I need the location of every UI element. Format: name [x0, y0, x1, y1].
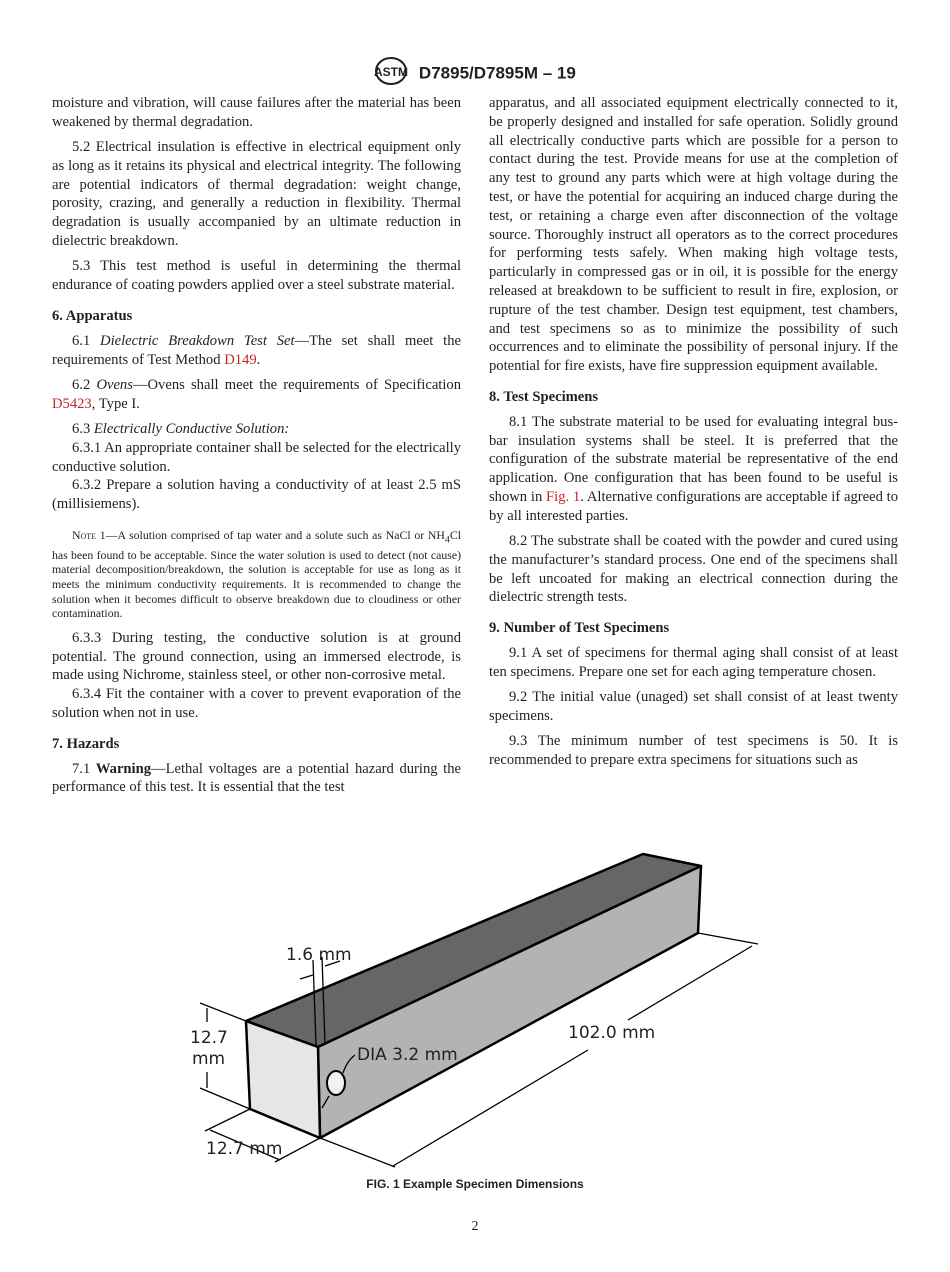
- warning-label: Warning: [95, 760, 152, 777]
- paragraph-6-3: [52, 420, 461, 439]
- paragraph-6-3-3: 6.3.3 During testing, the conductive solution is at ground potential. The ground connection, using an immersed electrode, is made using Nichrome, stainless steel, or other non-corrosive metal.: [52, 629, 461, 684]
- paragraph-6-3-4: 6.3.4 Fit the container with a cover to prevent evaporation of the solution when not in use.: [52, 686, 461, 722]
- clause-number: 7.1: [72, 760, 96, 777]
- note-text: —A solution comprised of tap water and a solute such as NaCl or NH: [105, 527, 445, 542]
- specimen-figure: [0, 840, 950, 1170]
- height-unit-label: mm: [192, 1049, 226, 1069]
- section-heading-test-specimens: 8. Test Specimens: [489, 388, 599, 405]
- note-text: Cl has been found to be acceptable. Since the water solution is used to detect (not cause) material decomposition/breakdown, the solution is acceptable for use as long as it meets the minimum conductivity requirements. It is recommended to change the solution when it becomes difficult to observe breakdown due to cloudiness or other contamination.: [52, 527, 461, 621]
- link-d149[interactable]: D149: [224, 351, 257, 368]
- link-fig-1[interactable]: Fig. 1: [546, 488, 581, 505]
- note-label: Note 1: [72, 527, 106, 542]
- clause-text: 8.1 The substrate material to be used for evaluating integral bus-bar insulation systems shall be steel. It is preferred that the configuration of the substrate material be representative of the end application. One configuration that has been found to be useful is shown in: [489, 413, 898, 505]
- clause-term: Electrically Conductive Solution:: [93, 420, 290, 437]
- paragraph-9-3: 9.3 The minimum number of test specimens is 50. It is recommended to prepare extra specimens for situations such as: [489, 733, 898, 768]
- thickness-label: 1.6 mm: [286, 945, 352, 965]
- page-number: 2: [471, 1219, 479, 1234]
- paragraph-8-2: 8.2 The substrate shall be coated with the powder and cured using the manufacturer’s standard process. One end of the specimens shall be left uncoated for making an electrical connection during the dielectric strength tests.: [489, 533, 898, 606]
- width-label: 12.7 mm: [206, 1139, 283, 1159]
- paragraph-6-3-1: 6.3.1 An appropriate container shall be selected for the electrically conductive solution.: [52, 439, 461, 475]
- paragraph-6-3-2: 6.3.2 Prepare a solution having a conductivity of at least 2.5 mS (millisiemens).: [52, 477, 461, 513]
- note-1: [52, 528, 461, 621]
- subscript: 4: [444, 534, 450, 546]
- link-d5423[interactable]: D5423: [52, 395, 92, 412]
- svg-text:ASTM: ASTM: [374, 65, 409, 79]
- clause-number: 6.2: [72, 376, 97, 393]
- clause-end: .: [256, 351, 261, 368]
- section-heading-apparatus: 6. Apparatus: [52, 307, 133, 324]
- paragraph-7-1: [52, 760, 461, 798]
- paragraph-5-3: 5.3 This test method is useful in determining the thermal endurance of coating powders applied over a steel substrate material.: [52, 258, 461, 294]
- length-label: 102.0 mm: [568, 1023, 656, 1043]
- astm-logo-icon: [374, 56, 408, 91]
- clause-text: —Ovens shall meet the requirements of Specification: [132, 376, 461, 393]
- section-heading-number-of-specimens: 9. Number of Test Specimens: [489, 620, 670, 637]
- standard-designation: D7895/D7895M – 19: [418, 63, 576, 83]
- right-column: [489, 94, 898, 776]
- clause-text: —Lethal voltages are a potential hazard during the performance of this test. It is essential that the test: [52, 760, 461, 796]
- section-heading-hazards: 7. Hazards: [52, 735, 120, 752]
- clause-term: Ovens: [96, 376, 133, 393]
- clause-text: —The set shall meet the requirements of Test Method: [52, 332, 461, 368]
- paragraph-9-2: 9.2 The initial value (unaged) set shall consist of at least twenty specimens.: [489, 689, 898, 724]
- clause-end: , Type I.: [91, 395, 140, 412]
- paragraph-6-1: [52, 332, 461, 370]
- paragraph-8-1: [489, 413, 898, 526]
- left-column: [52, 94, 461, 804]
- clause-number: 6.3: [72, 420, 94, 437]
- paragraph-9-1: 9.1 A set of specimens for thermal aging shall consist of at least ten specimens. Prepare one set for each aging temperature chosen.: [489, 645, 898, 680]
- figure-caption: FIG. 1 Example Specimen Dimensions: [366, 1177, 584, 1191]
- clause-term: Dielectric Breakdown Test Set: [100, 332, 295, 349]
- hole-diameter-label: DIA 3.2 mm: [357, 1045, 458, 1065]
- height-value-label: 12.7: [190, 1028, 228, 1048]
- paragraph-6-2: [52, 376, 461, 414]
- paragraph-7-1-continued: apparatus, and all associated equipment electrically connected to it, be properly designed and installed for safe operation. Solidly ground all electrically conductive parts which are possible for a person to contact during the test. Provide means for use at the completion of any test to ground any parts which were at high voltage during the test, or have the potential for acquiring an induced charge during the test, or retaining a charge even after disconnection of the voltage source. Thoroughly instruct all operators as to the correct procedures for performing tests safely. When making high voltage tests, particularly in compressed gas or in oil, it is possible for the energy released at breakdown to be sufficient to result in fire, explosion, or rupture of the test chamber. Design test equipment, test chambers, and test specimens so as to minimize the possibility of such occurrences and to eliminate the possibility of personal injury. If the potential for fire exists, have fire suppression equipment available.: [489, 95, 898, 375]
- hole: [327, 1071, 345, 1095]
- page-header: [0, 56, 950, 91]
- paragraph-5-2: 5.2 Electrical insulation is effective in electrical equipment only as long as it retains its physical and electrical integrity. The following are potential indicators of thermal degradation: weight change, porosity, crazing, and generally a reduction in flexibility. Thermal degradation is usually accompanied by an ultimate reduction in dielectric breakdown.: [52, 139, 461, 250]
- clause-text: . Alternative configurations are acceptable if agreed to by all interested parties.: [489, 488, 899, 524]
- paragraph-continued: moisture and vibration, will cause failures after the material has been weakened by thermal degradation.: [52, 95, 461, 130]
- clause-number: 6.1: [72, 332, 101, 349]
